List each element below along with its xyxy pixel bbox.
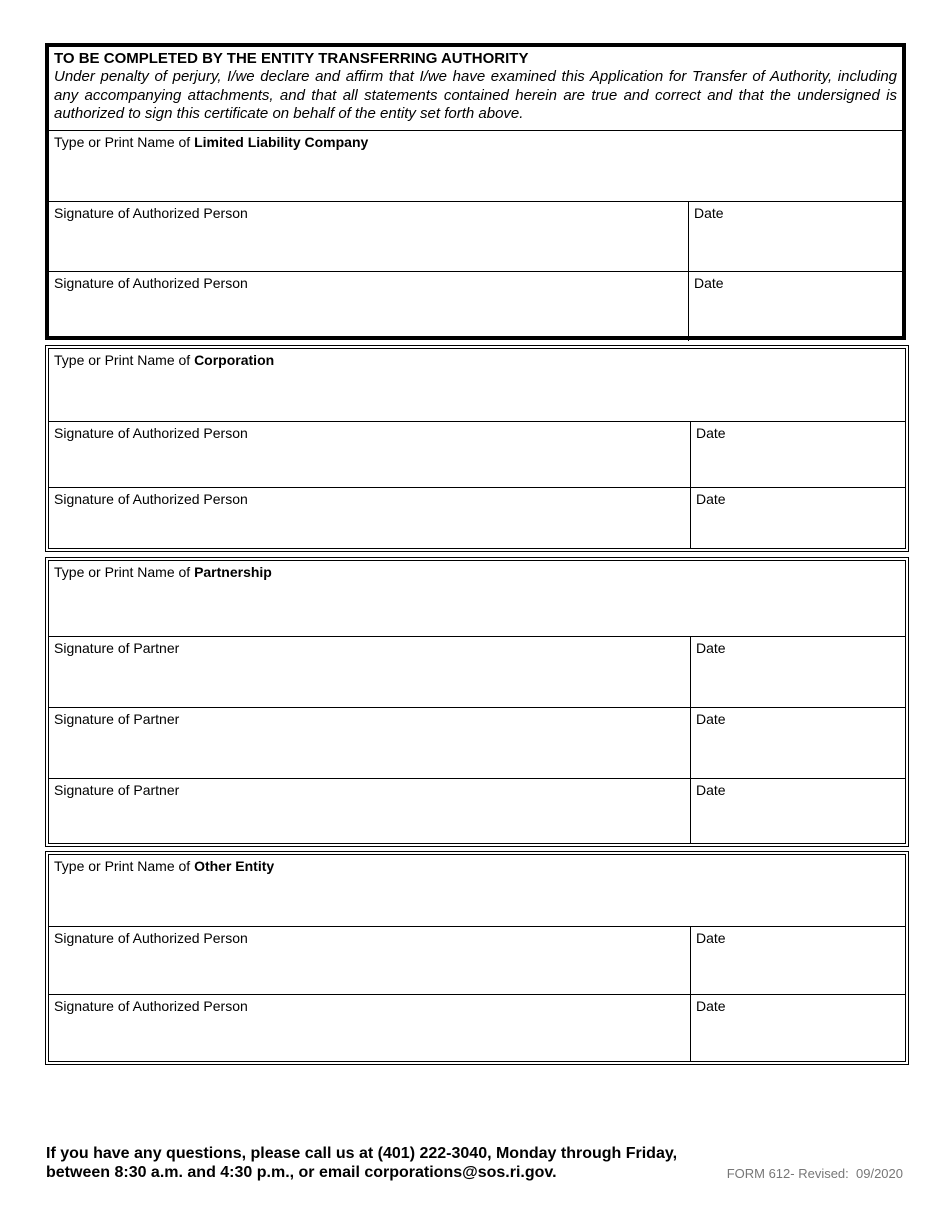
partner-signature-label: Signature of Partner — [54, 640, 180, 656]
other-entity-signature-row-2 — [49, 994, 905, 1061]
partner-signature-label: Signature of Partner — [54, 711, 180, 727]
other-entity-date-field-1[interactable] — [690, 927, 905, 994]
partnership-date-field-2[interactable] — [690, 708, 905, 778]
date-label: Date — [696, 491, 726, 507]
signature-label: Signature of Authorized Person — [54, 998, 248, 1014]
other-entity-section — [45, 851, 909, 1065]
corporation-section — [45, 345, 909, 552]
declaration-title: TO BE COMPLETED BY THE ENTITY TRANSFERRING AUTHORITY — [54, 50, 529, 67]
partnership-name-row — [49, 561, 905, 636]
other-entity-signature-field-2[interactable] — [49, 995, 690, 1061]
corporation-date-field-1[interactable] — [690, 422, 905, 487]
other-entity-date-field-2[interactable] — [690, 995, 905, 1061]
date-label: Date — [696, 640, 726, 656]
corporation-signature-field-1[interactable] — [49, 422, 690, 487]
llc-name-field[interactable] — [49, 131, 902, 201]
partnership-signature-field-2[interactable] — [49, 708, 690, 778]
form-revision: FORM 612- Revised: 09/2020 — [726, 1166, 903, 1181]
name-prefix-label: Type or Print Name of — [54, 858, 195, 874]
other-entity-name-field[interactable] — [49, 855, 905, 926]
signature-label: Signature of Authorized Person — [54, 930, 248, 946]
date-label: Date — [696, 998, 726, 1014]
other-entity-signature-field-1[interactable] — [49, 927, 690, 994]
llc-signature-field-1[interactable] — [49, 202, 688, 271]
date-label: Date — [694, 275, 724, 291]
name-prefix-label: Type or Print Name of — [54, 352, 195, 368]
other-entity-name-row — [49, 855, 905, 926]
date-label: Date — [696, 711, 726, 727]
corporation-name-field[interactable] — [49, 349, 905, 421]
partnership-signature-row-1 — [49, 636, 905, 707]
llc-signature-field-2[interactable] — [49, 272, 688, 341]
corporation-signature-field-2[interactable] — [49, 488, 690, 548]
partnership-section — [45, 557, 909, 847]
partner-signature-label: Signature of Partner — [54, 782, 180, 798]
partnership-signature-field-3[interactable] — [49, 779, 690, 843]
name-prefix-label: Type or Print Name of — [54, 134, 195, 150]
partnership-signature-row-2 — [49, 707, 905, 778]
name-prefix-label: Type or Print Name of — [54, 564, 195, 580]
corporation-entity-label: Corporation — [194, 352, 275, 368]
date-label: Date — [696, 425, 726, 441]
signature-label: Signature of Authorized Person — [54, 491, 248, 507]
corporation-signature-row-1 — [49, 421, 905, 487]
partnership-date-field-1[interactable] — [690, 637, 905, 707]
llc-signature-row-1 — [49, 201, 902, 271]
llc-section — [45, 43, 906, 340]
declaration-header — [49, 47, 902, 131]
declaration-text: Under penalty of perjury, I/we declare and affirm that I/we have examined this Application for Transfer of Authority, including any accompanying attachments, and that all statements contained herein are true and correct and that the undersigned is authorized to sign this certificate on behalf of the entity set forth above. — [54, 68, 897, 122]
signature-label: Signature of Authorized Person — [54, 205, 248, 221]
other-entity-signature-row-1 — [49, 926, 905, 994]
corporation-name-row — [49, 349, 905, 421]
date-label: Date — [696, 930, 726, 946]
date-label: Date — [694, 205, 724, 221]
other-entity-label: Other Entity — [194, 858, 275, 874]
partnership-signature-row-3 — [49, 778, 905, 843]
partnership-entity-label: Partnership — [194, 564, 272, 580]
signature-label: Signature of Authorized Person — [54, 275, 248, 291]
llc-date-field-2[interactable] — [688, 272, 902, 341]
llc-signature-row-2 — [49, 271, 902, 341]
contact-info: If you have any questions, please call us at (401) 222-3040, Monday through Friday, between 8:30 a.m. and 4:30 p.m., or email corporations@sos.ri.gov. — [46, 1145, 678, 1181]
partnership-name-field[interactable] — [49, 561, 905, 636]
corporation-signature-row-2 — [49, 487, 905, 548]
llc-date-field-1[interactable] — [688, 202, 902, 271]
signature-label: Signature of Authorized Person — [54, 425, 248, 441]
llc-name-row — [49, 131, 902, 201]
partnership-date-field-3[interactable] — [690, 779, 905, 843]
date-label: Date — [696, 782, 726, 798]
partnership-signature-field-1[interactable] — [49, 637, 690, 707]
corporation-date-field-2[interactable] — [690, 488, 905, 548]
llc-entity-label: Limited Liability Company — [194, 134, 369, 150]
